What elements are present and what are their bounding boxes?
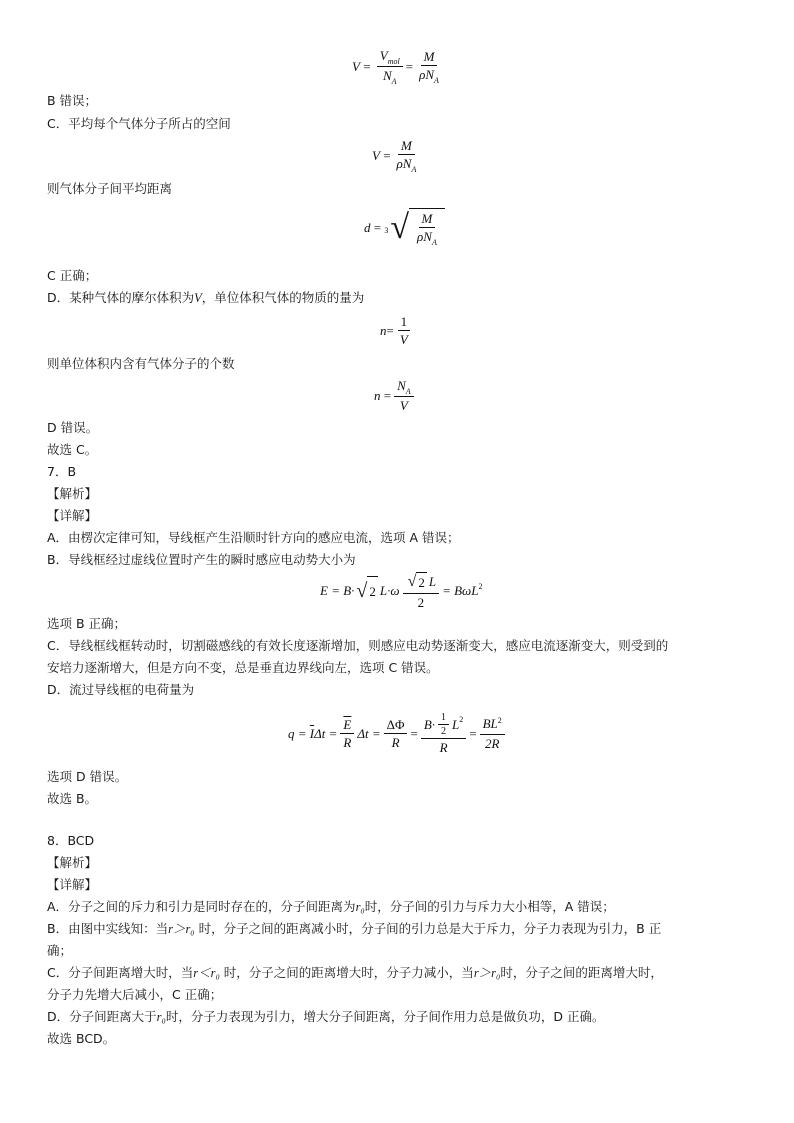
- eq-num: BL: [482, 716, 498, 731]
- section-label: 【详解】: [47, 877, 98, 892]
- text-line: [47, 896, 615, 918]
- eq-radicand: 2: [367, 576, 378, 606]
- eq-num: M: [398, 138, 415, 155]
- text-line: [47, 962, 663, 984]
- variable: V: [194, 291, 202, 305]
- text-line: 确；: [47, 943, 73, 958]
- eq-lhs: V: [352, 58, 360, 74]
- eq-den: ρN: [419, 67, 435, 82]
- text-line: 选项 D 错误。: [47, 769, 128, 784]
- text-span: 时，分子之间的距离增大时，分子力减小，当: [223, 965, 474, 980]
- fraction: [340, 717, 354, 750]
- eq-text: Δt =: [314, 725, 338, 741]
- eq-sub: mol: [387, 57, 400, 66]
- text-line: 分子力先增大后减小，C 正确；: [47, 987, 223, 1002]
- eq-text: B·: [423, 717, 436, 732]
- fraction: [397, 314, 411, 347]
- variable: r₀: [156, 1010, 166, 1024]
- question-number: 7．B: [47, 464, 77, 479]
- eq-den: V: [399, 398, 408, 413]
- equation-molecule-count: n = $\frac{N_A}{V}$: [374, 378, 417, 413]
- eq-num: 1: [398, 314, 411, 331]
- eq-lhs: V: [372, 147, 380, 163]
- eq-den: 2R: [484, 736, 500, 751]
- eq-den: 2: [417, 595, 425, 610]
- eq-radicand: 2: [416, 572, 427, 592]
- text-span: 时，分子间的引力与斥力大小相等，A 错误；: [364, 899, 615, 914]
- section-label: 【解析】: [47, 855, 98, 870]
- text-span: D．分子间距离大于: [47, 1009, 157, 1024]
- text-line: 故选 B。: [47, 791, 98, 806]
- eq-sub: A: [391, 77, 397, 86]
- text-line: 故选 C。: [47, 442, 98, 457]
- text-line: [47, 1006, 604, 1028]
- eq-sup: 2: [459, 715, 464, 724]
- fraction: [416, 49, 442, 84]
- text-line: 安培力逐渐增大，但是方向不变，总是垂直边界线向左，选项 C 错误。: [47, 660, 439, 675]
- eq-den: N: [382, 68, 392, 83]
- eq-text: L·ω: [379, 583, 400, 598]
- text-line: C．平均每个气体分子所占的空间: [47, 116, 231, 131]
- eq-sup: 2: [497, 716, 502, 725]
- root-index: 3: [384, 225, 389, 235]
- eq-lhs: n: [380, 322, 387, 338]
- variable: r₀: [355, 900, 365, 914]
- text-line: C 正确；: [47, 268, 98, 283]
- text-span: 时，分子力表现为引力，增大分子间距离，分子间作用力总是做负功，D 正确。: [165, 1009, 605, 1024]
- text-span: B．由图中实线知：当: [47, 921, 169, 936]
- eq-sub: A: [434, 76, 439, 85]
- section-label: 【解析】: [47, 486, 98, 501]
- text-line: D．流过导线框的电荷量为: [47, 682, 195, 697]
- eq-den: V: [399, 332, 408, 347]
- text-line: [47, 287, 364, 309]
- eq-text: q =: [288, 725, 307, 741]
- text-line: D 错误。: [47, 420, 99, 435]
- eq-num: ΔΦ: [384, 717, 408, 734]
- eq-den: ρN: [396, 156, 412, 171]
- text-line: [47, 918, 661, 940]
- variable: r＜r₀: [193, 966, 220, 980]
- eq-sub: A: [405, 387, 411, 396]
- text-line: A．由楞次定律可知，导线框产生沿顺时针方向的感应电流，选项 A 错误；: [47, 530, 460, 545]
- text-span: C．分子间距离增大时，当: [47, 965, 194, 980]
- eq-num: 1: [438, 712, 449, 725]
- text-line: B 错误；: [47, 93, 98, 108]
- eq-text: = BωL: [442, 583, 479, 598]
- text-line: 故选 BCD。: [47, 1031, 116, 1046]
- fraction: [480, 716, 505, 751]
- eq-sub: A: [431, 238, 437, 247]
- eq-lhs: n: [374, 387, 381, 403]
- fraction: √ 2 L 2: [403, 572, 440, 610]
- eq-den: R: [343, 735, 352, 750]
- equation-average-distance: d = 3 √ $\frac{M}{\rho N_A}$: [364, 208, 447, 248]
- equation-molar-volume: V = $\frac{V_{mol}}{N_A}$ = $\frac{M}{\rho N_A}$: [352, 48, 445, 85]
- eq-num: $\overline{E}$: [340, 717, 354, 734]
- fraction: [414, 211, 440, 246]
- text-line: 则气体分子间平均距离: [47, 181, 173, 196]
- equation-volume-per-molecule: V = $\frac{M}{\rho N_A}$: [372, 138, 422, 173]
- eq-num: M: [421, 49, 438, 66]
- fraction: [377, 48, 403, 85]
- fraction: [384, 717, 408, 750]
- fraction: [394, 378, 414, 413]
- eq-den: R: [439, 740, 448, 755]
- eq-den: R: [391, 735, 400, 750]
- fraction: [394, 138, 420, 173]
- square-root: √ 2: [356, 576, 377, 606]
- cube-root: √ $\frac{M}{\rho N_A}$: [390, 208, 444, 248]
- eq-num: V: [379, 48, 388, 63]
- variable: r＞r₀: [168, 922, 195, 936]
- text-line: B．导线框经过虚线位置时产生的瞬时感应电动势大小为: [47, 552, 356, 567]
- eq-lhs: d: [364, 220, 371, 235]
- text-span: D．某种气体的摩尔体积为: [47, 290, 195, 305]
- eq-den: 2: [441, 726, 447, 737]
- eq-var: L: [452, 717, 460, 732]
- equation-amount-per-volume: n = $\frac{1}{V}$: [380, 314, 414, 347]
- variable: r＞r₀: [473, 966, 501, 980]
- eq-text: Δt =: [357, 725, 381, 741]
- question-number: 8．BCD: [47, 833, 95, 848]
- text-span: A．分子之间的斥力和引力是同时存在的，分子间距离为: [47, 899, 356, 914]
- eq-sub: A: [411, 165, 417, 174]
- eq-num: N: [397, 378, 406, 393]
- eq-num: L: [428, 574, 437, 589]
- text-span: 时，分子之间的距离减小时，分子间的引力总是大于斥力，分子力表现为引力，B 正: [198, 921, 662, 936]
- equation-emf: [320, 572, 482, 610]
- section-label: 【详解】: [47, 508, 98, 523]
- eq-text: E = B·: [320, 583, 355, 598]
- text-line: 选项 B 正确；: [47, 616, 127, 631]
- fraction: [421, 712, 466, 755]
- eq-num: M: [419, 211, 436, 228]
- equation-charge: q = $\overline{I}$ Δt = $\frac{\overline{E}}{R}$ Δt = $\frac{\Delta\Phi}{R}$ = B· $\frac{1}{2}$ L 2 R = $\frac{BL^2}{2R}$: [288, 712, 508, 755]
- text-line: 则单位体积内含有气体分子的个数: [47, 356, 235, 371]
- eq-var: $\overline{I}$: [309, 725, 315, 741]
- text-span: ，单位体积气体的物质的量为: [201, 290, 365, 305]
- eq-sup: 2: [478, 581, 483, 591]
- text-line: C．导线框线框转动时，切割磁感线的有效长度逐渐增加，则感应电动势逐渐变大，感应电流逐渐变大，则受到的: [47, 638, 669, 653]
- text-span: 时，分子之间的距离增大时，: [500, 965, 663, 980]
- eq-den: ρN: [417, 229, 432, 244]
